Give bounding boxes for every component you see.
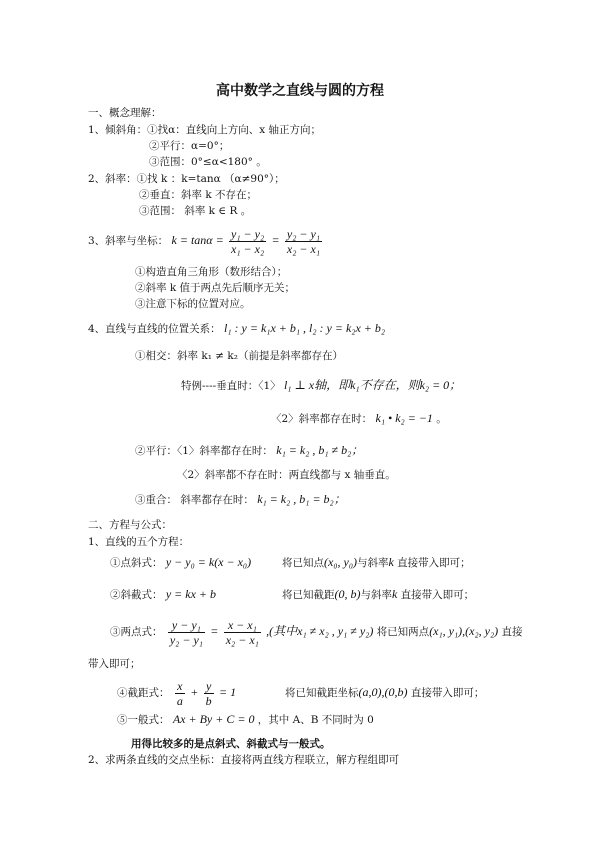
intercept-fraction-y-num: y — [204, 679, 214, 694]
intercept-fraction-y-den: b — [205, 693, 212, 708]
point-slope-note — [282, 555, 471, 570]
two-point-right-den: x₂ − x₁ — [225, 632, 259, 647]
two-point-note-a: 将已知两点 — [376, 626, 430, 638]
item-3-note-3: ③注意下标的位置对应。 — [135, 298, 251, 310]
two-point-fraction-left — [168, 618, 205, 647]
point-slope-note-c: 直接带入即可； — [397, 557, 471, 569]
two-point-left-num: y − y₁ — [168, 618, 205, 633]
section-1-heading: 一、概念理解： — [88, 107, 162, 119]
point-slope-note-b: 与斜率 — [357, 557, 389, 569]
intercept-form-note — [285, 685, 484, 700]
item-1-sub-2: ②平行：α=0°； — [149, 140, 230, 152]
page-title: 高中数学之直线与圆的方程 — [216, 83, 384, 99]
emphasis-text: 用得比较多的是点斜式、斜截式与一般式。 — [131, 738, 331, 750]
parallel-1-prefix: ②平行：〈1〉斜率都存在时： — [135, 445, 273, 457]
coincide-line — [135, 492, 346, 507]
item-1-sub-3: ③范围：0°≤α<180° 。 — [149, 156, 267, 168]
two-point-prefix: ③两点式： — [110, 626, 163, 638]
item-1-label: 1、倾斜角：①找α：直线向上方向、x 轴正方向； — [88, 124, 322, 136]
item-2-sub-3: ③范围： 斜率 k ∈ R 。 — [139, 205, 252, 217]
two-point-fraction-right — [224, 618, 261, 647]
two-point-left-den: y₂ − y₁ — [169, 632, 203, 647]
parallel-line-1 — [135, 443, 363, 458]
two-point-note-points: (x₁, y₁),(x₂, y₂) — [429, 624, 499, 638]
parallel-1-formula: k₁ = k₂ , b₁ ≠ b₂； — [276, 443, 364, 457]
two-point-condition: ,(其中x₁ ≠ x₂ , y₁ ≠ y₂) — [266, 624, 374, 638]
intercept-fraction-x-num: x — [175, 679, 185, 694]
item-4-row — [88, 321, 385, 336]
item-3-note-1: ①构造直角三角形（数形结合）； — [135, 266, 288, 278]
perpendicular-1-prefix: 特例----垂直时：〈1〉 — [181, 380, 281, 392]
item-4-label: 4、直线与直线的位置关系： — [88, 323, 221, 335]
perpendicular-line-2 — [271, 411, 447, 426]
intersect-line: ①相交：斜率 k₁ ≠ k₂（前提是斜率都存在） — [135, 350, 343, 362]
two-point-right-num: x − x₁ — [224, 618, 261, 633]
item-3-row — [88, 222, 324, 259]
perpendicular-1-formula: l₁ ⊥ x轴，即k₁不存在，则k₂ = 0； — [283, 378, 462, 392]
slope-formula-eq: = — [271, 233, 280, 247]
intercept-form-row — [117, 674, 236, 711]
slope-formula-lhs: k = tanα = — [171, 233, 224, 247]
item-4-formula: l₁ : y = k₁x + b₁ , l₂ : y = k₂x + b₂ — [224, 321, 386, 335]
general-form-note: ，其中 A、B 不同时为 0 — [257, 714, 374, 726]
intercept-form-prefix: ④截距式： — [117, 687, 170, 699]
general-form-prefix: ⑤一般式： — [117, 714, 170, 726]
point-slope-note-point: (x₀, y₀) — [324, 555, 357, 569]
slope-fraction-2-num: y₂ − y₁ — [286, 226, 321, 241]
two-point-row — [110, 613, 523, 650]
coincide-prefix: ③重合： 斜率都存在时： — [135, 494, 254, 506]
slope-fraction-1 — [229, 227, 266, 256]
slope-intercept-note-a: 将已知截距 — [282, 589, 335, 601]
item-2-sub-2: ②垂直：斜率 k 不存在； — [139, 189, 258, 201]
slope-intercept-note-k: k — [392, 587, 398, 601]
section-2-item-2: 2、求两条直线的交点坐标：直接将两直线方程联立，解方程组即可 — [88, 754, 400, 766]
item-3-note-2: ②斜率 k 值于两点先后顺序无关； — [135, 282, 296, 294]
point-slope-prefix: ①点斜式： — [110, 557, 163, 569]
intercept-note-points: (a,0),(0,b) — [358, 685, 408, 699]
slope-fraction-1-den: x₁ − x₂ — [231, 241, 265, 256]
item-3-label: 3、斜率与坐标： — [88, 235, 169, 247]
slope-fraction-2-den: x₂ − x₁ — [286, 241, 321, 256]
intercept-note-b: 直接带入即可； — [410, 687, 485, 699]
point-slope-row — [110, 555, 251, 570]
point-slope-formula: y − y₀ = k(x − x₀) — [165, 555, 252, 569]
perpendicular-2-prefix: 〈2〉斜率都存在时： — [271, 413, 373, 425]
slope-intercept-prefix: ②斜截式： — [110, 589, 163, 601]
slope-fraction-2 — [285, 227, 322, 256]
intercept-fraction-x — [175, 679, 185, 708]
two-point-continuation: 带入即可； — [88, 658, 141, 670]
section-2-heading: 二、方程与公式： — [88, 519, 172, 531]
slope-intercept-row — [110, 587, 216, 602]
slope-intercept-note-c: 直接带入即可； — [400, 589, 475, 601]
two-point-note-b: 直接 — [501, 626, 523, 638]
intercept-eq: = 1 — [218, 685, 237, 699]
point-slope-note-k: k — [388, 555, 394, 569]
coincide-formula: k₁ = k₂ , b₁ = b₂； — [257, 492, 346, 506]
intercept-plus: + — [190, 685, 199, 699]
two-point-eq: = — [210, 624, 219, 638]
intercept-fraction-x-den: a — [176, 693, 183, 708]
perpendicular-2-formula: k₁ • k₂ = −1 — [375, 411, 433, 425]
point-slope-note-a: 将已知点 — [282, 557, 324, 569]
slope-fraction-1-num: y₁ − y₂ — [231, 226, 265, 241]
general-form-formula: Ax + By + C = 0 — [172, 712, 255, 726]
intercept-note-a: 将已知截距坐标 — [285, 687, 359, 699]
slope-intercept-formula: y = kx + b — [165, 587, 217, 601]
slope-intercept-note — [282, 587, 474, 602]
slope-intercept-note-b: 与斜率 — [360, 589, 392, 601]
parallel-line-2: 〈2〉斜率都不存在时：两直线都与 x 轴垂直。 — [177, 469, 396, 481]
general-form-row — [117, 712, 374, 727]
slope-intercept-note-point: (0, b) — [334, 587, 361, 601]
perpendicular-2-end: 。 — [436, 413, 447, 425]
section-2-item-1-label: 1、直线的五个方程： — [88, 536, 190, 548]
perpendicular-line-1 — [181, 378, 461, 393]
intercept-fraction-y — [204, 679, 214, 708]
item-2-label: 2、斜率：①找 k ：k=tanα （α≠90°）； — [88, 173, 285, 185]
